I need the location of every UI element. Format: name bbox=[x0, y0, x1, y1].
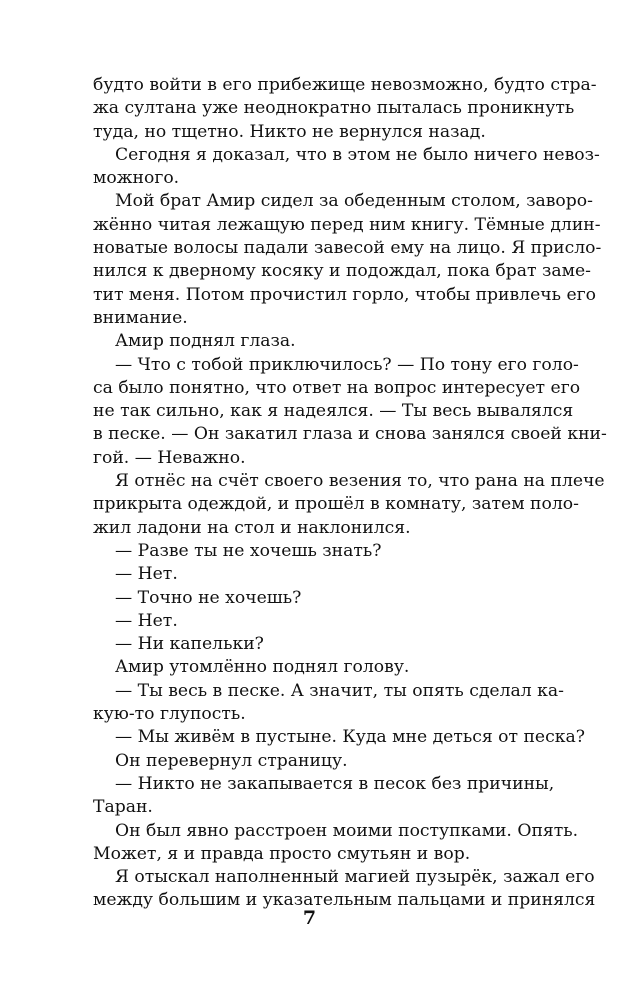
text-line: туда, но тщетно. Никто не вернулся назад. bbox=[93, 121, 486, 142]
text-line: — Никто не закапывается в песок без причины, bbox=[115, 773, 555, 794]
text-line: внимание. bbox=[93, 307, 188, 328]
text-line: Я отыскал наполненный магией пузырёк, зажал его bbox=[115, 867, 595, 888]
text-line: прикрыта одеждой, и прошёл в комнату, затем поло- bbox=[93, 494, 579, 515]
text-line: Он перевернул страницу. bbox=[115, 750, 348, 771]
text-line: Амир поднял глаза. bbox=[115, 331, 296, 352]
text-line: тит меня. Потом прочистил горло, чтобы привлечь его bbox=[93, 284, 596, 305]
text-line: можного. bbox=[93, 168, 180, 189]
text-line: кую-то глупость. bbox=[93, 704, 246, 725]
text-line: — Точно не хочешь? bbox=[115, 587, 302, 608]
text-line: Может, я и правда просто смутьян и вор. bbox=[93, 843, 471, 864]
text-line: жил ладони на стол и наклонился. bbox=[93, 517, 411, 538]
text-line: гой. — Неважно. bbox=[93, 447, 246, 468]
text-line: жённо читая лежащую перед ним книгу. Тёмные длин- bbox=[93, 214, 601, 235]
text-line: — Ни капельки? bbox=[115, 634, 264, 655]
text-line: — Нет. bbox=[115, 610, 178, 631]
text-line: между большим и указательным пальцами и принялся bbox=[93, 890, 596, 911]
text-line: будто войти в его прибежище невозможно, будто стра- bbox=[93, 75, 597, 95]
text-line: — Нет. bbox=[115, 564, 178, 585]
text-line: — Разве ты не хочешь знать? bbox=[115, 540, 382, 561]
text-line: Сегодня я доказал, что в этом не было ничего невоз- bbox=[115, 144, 600, 165]
text-line: — Мы живём в пустыне. Куда мне деться от песка? bbox=[115, 727, 585, 748]
text-line: Я отнёс на счёт своего везения то, что рана на плече bbox=[115, 471, 605, 492]
body-text bbox=[93, 74, 607, 913]
text-line: нился к дверному косяку и подождал, пока брат заме- bbox=[93, 261, 591, 282]
text-line: новатые волосы падали завесой ему на лицо. Я присло- bbox=[93, 238, 602, 259]
text-line: в песке. — Он закатил глаза и снова занялся своей кни- bbox=[93, 424, 607, 445]
text-line: — Ты весь в песке. А значит, ты опять сделал ка- bbox=[115, 680, 564, 701]
text-line: Таран. bbox=[93, 797, 153, 818]
text-line: Мой брат Амир сидел за обеденным столом, заворо- bbox=[115, 191, 593, 212]
text-line: са было понятно, что ответ на вопрос интересует его bbox=[93, 377, 581, 398]
page-number: 7 bbox=[302, 907, 317, 929]
text-line: жа султана уже неоднократно пыталась проникнуть bbox=[93, 98, 575, 119]
text-line: Амир утомлённо поднял голову. bbox=[115, 657, 410, 678]
text-line: Он был явно расстроен моими поступками. Опять. bbox=[115, 820, 579, 841]
text-line: — Что с тобой приключилось? — По тону его голо- bbox=[115, 354, 579, 375]
text-line: не так сильно, как я надеялся. — Ты весь вывалялся bbox=[93, 401, 574, 422]
